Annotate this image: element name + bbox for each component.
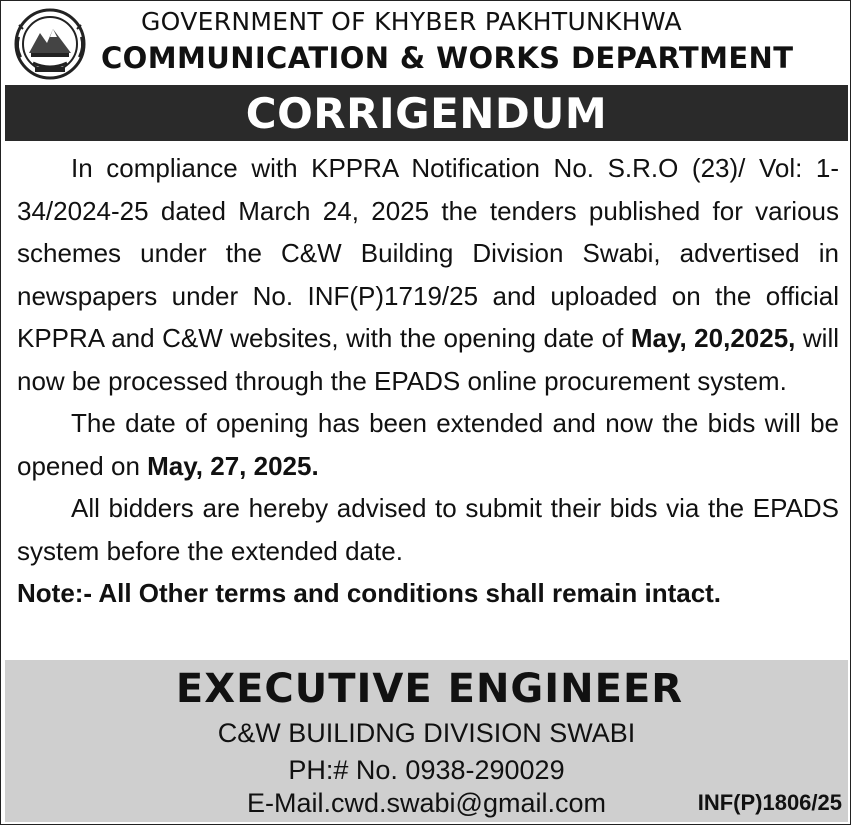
email-address: E-Mail.cwd.swabi@gmail.com (247, 788, 606, 818)
header (1, 1, 850, 83)
phone-number: PH:# No. 0938-290029 (288, 755, 565, 785)
paragraph-2 (17, 402, 839, 487)
paragraph-1-text: In compliance with KPPRA Notification No. S.R.O (23)/ Vol: 1-34/2024-25 dated March 24, 2025 the tenders published for various schemes under the C&W Building Division Swabi, advertised in newspapers under No. INF(P)1719/25 and uploaded on the official KPPRA and C&W websites, with the opening date of (17, 153, 839, 353)
paragraph-1 (17, 147, 839, 402)
note: Note:- All Other terms and conditions shall remain intact. (17, 578, 722, 608)
paragraph-2-text: The date of opening has been extended and now the bids will be opened on (17, 408, 839, 481)
paragraph-1-text-end: will now be processed through the EPADS online procurement system. (17, 323, 839, 396)
department-title: COMMUNICATION & WORKS DEPARTMENT (101, 41, 794, 75)
original-opening-date: May, 20,2025, (630, 323, 796, 353)
corrigendum-banner: CORRIGENDUM (5, 85, 848, 141)
new-opening-date: May, 27, 2025. (147, 450, 319, 481)
inf-number: INF(P)1806/25 (697, 790, 842, 815)
executive-engineer-title: EXECUTIVE ENGINEER (175, 666, 684, 712)
signature-block (5, 660, 848, 822)
kp-government-seal-icon (13, 7, 87, 81)
division-name: C&W BUILIDNG DIVISION SWABI (217, 718, 636, 748)
government-title: GOVERNMENT OF KHYBER PAKHTUNKHWA (141, 7, 682, 36)
notice-body (17, 147, 839, 615)
paragraph-3: All bidders are hereby advised to submit their bids via the EPADS system before the extended date. (17, 493, 839, 566)
